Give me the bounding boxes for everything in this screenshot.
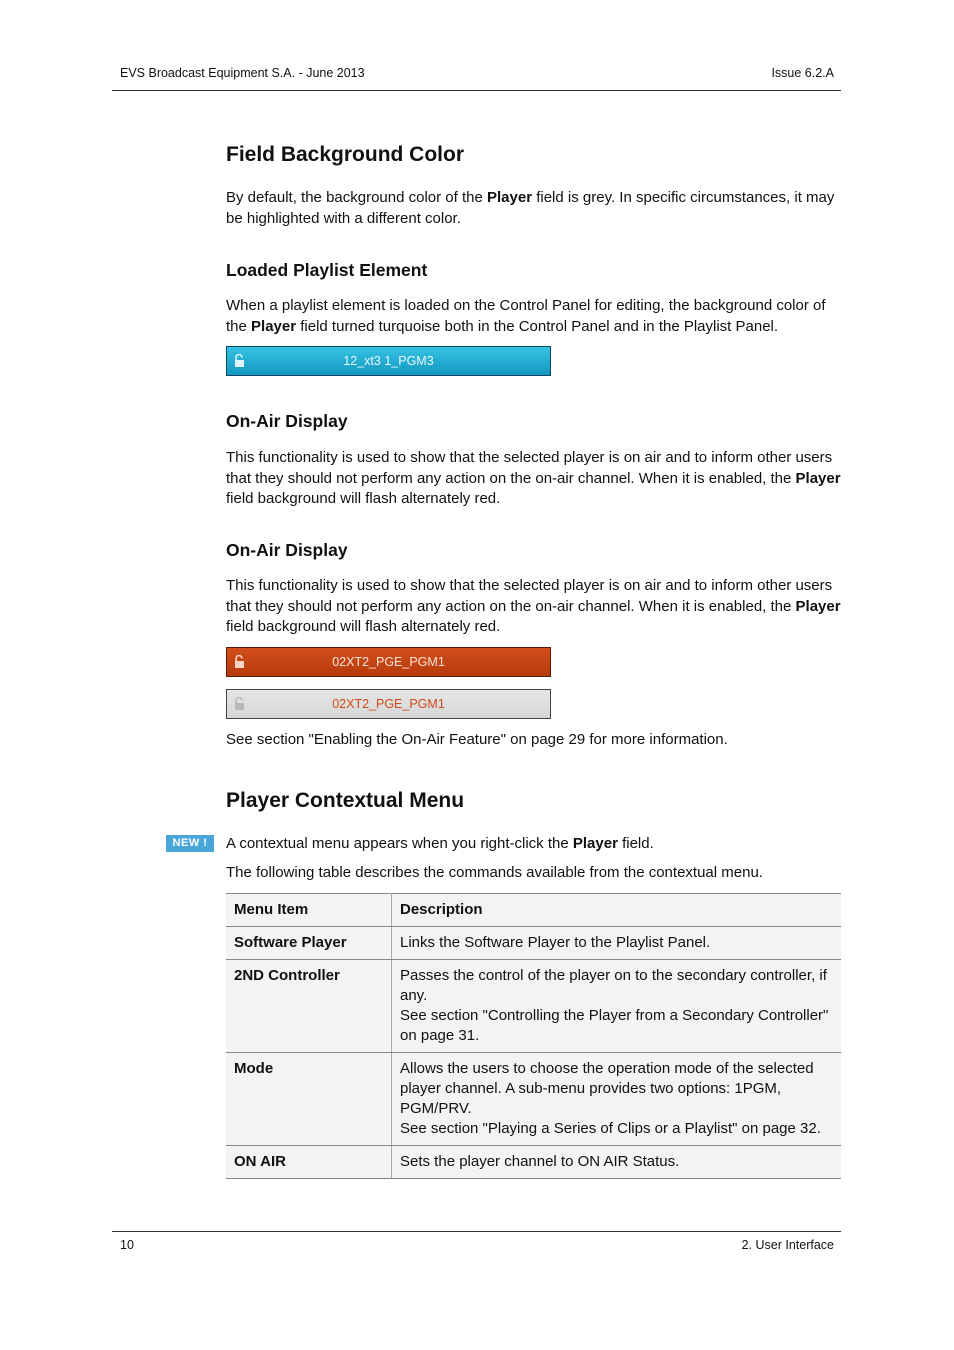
- table-cell-description: Sets the player channel to ON AIR Status.: [392, 1146, 842, 1179]
- table-intro-line: The following table describes the commands available from the contextual menu.: [226, 864, 763, 881]
- table-cell-item: 2ND Controller: [226, 960, 392, 1053]
- loaded-paragraph: When a playlist element is loaded on the Control Panel for editing, the background color of the Player field turned turquoise both in the Control Panel and in the Playlist Panel.: [226, 297, 826, 335]
- table-header-description: Description: [392, 894, 842, 927]
- player-field-label: 12_xt3 1_PGM3: [343, 354, 434, 368]
- footer-rule: [112, 1231, 841, 1232]
- table-cell-item: Software Player: [226, 927, 392, 960]
- intro-paragraph: By default, the background color of the Player field is grey. In specific circumstances, it may be highlighted with a different color.: [226, 189, 835, 227]
- table-cell-item: Mode: [226, 1053, 392, 1146]
- header-issue: Issue 6.2.A: [771, 66, 834, 80]
- header-document-info: EVS Broadcast Equipment S.A. - June 2013: [120, 66, 365, 80]
- new-badge: NEW !: [166, 835, 214, 852]
- table-header-menu-item: Menu Item: [226, 894, 392, 927]
- table-row: [226, 1053, 841, 1146]
- subsection-title-onair-1: On-Air Display: [226, 411, 348, 431]
- table-row: [226, 960, 841, 1053]
- chapter-name: 2. User Interface: [741, 1238, 834, 1252]
- menu-commands-table: [226, 893, 841, 1179]
- table-row: [226, 927, 841, 960]
- player-field-turquoise: [226, 346, 551, 376]
- table-cell-description: Passes the control of the player on to the secondary controller, if any. See section "Controlling the Player from a Secondary Controller" on page 31.: [392, 960, 842, 1053]
- section-title-player-contextual-menu: Player Contextual Menu: [226, 789, 465, 812]
- header-rule: [112, 90, 841, 91]
- player-field-label: 02XT2_PGE_PGM1: [332, 697, 445, 711]
- table-cell-description: Links the Software Player to the Playlist Panel.: [392, 927, 842, 960]
- table-header-row: [226, 894, 841, 927]
- subsection-title-onair-2: On-Air Display: [226, 540, 348, 560]
- table-cell-item: ON AIR: [226, 1146, 392, 1179]
- table-row: [226, 1146, 841, 1179]
- section-title-field-background-color: Field Background Color: [226, 143, 465, 166]
- player-field-onair-grey: [226, 689, 551, 719]
- contextual-menu-line: A contextual menu appears when you right-click the Player field.: [226, 835, 654, 852]
- player-field-label: 02XT2_PGE_PGM1: [332, 655, 445, 669]
- table-cell-description: Allows the users to choose the operation mode of the selected player channel. A sub-menu provides two options: 1PGM, PGM/PRV. See section "Playing a Series of Clips or a Playlist" on page 32.: [392, 1053, 842, 1146]
- page-number: 10: [120, 1238, 134, 1252]
- subsection-title-loaded-playlist: Loaded Playlist Element: [226, 260, 428, 280]
- see-section-onair: See section "Enabling the On-Air Feature" on page 29 for more information.: [226, 731, 728, 748]
- onair-paragraph-2: This functionality is used to show that the selected player is on air and to inform other users that they should not perform any action on the on-air channel. When it is enabled, the Player field background will flash alternately red.: [226, 577, 841, 635]
- onair-paragraph-1: This functionality is used to show that the selected player is on air and to inform other users that they should not perform any action on the on-air channel. When it is enabled, the Player field background will flash alternately red.: [226, 449, 841, 507]
- player-field-onair-red: [226, 647, 551, 677]
